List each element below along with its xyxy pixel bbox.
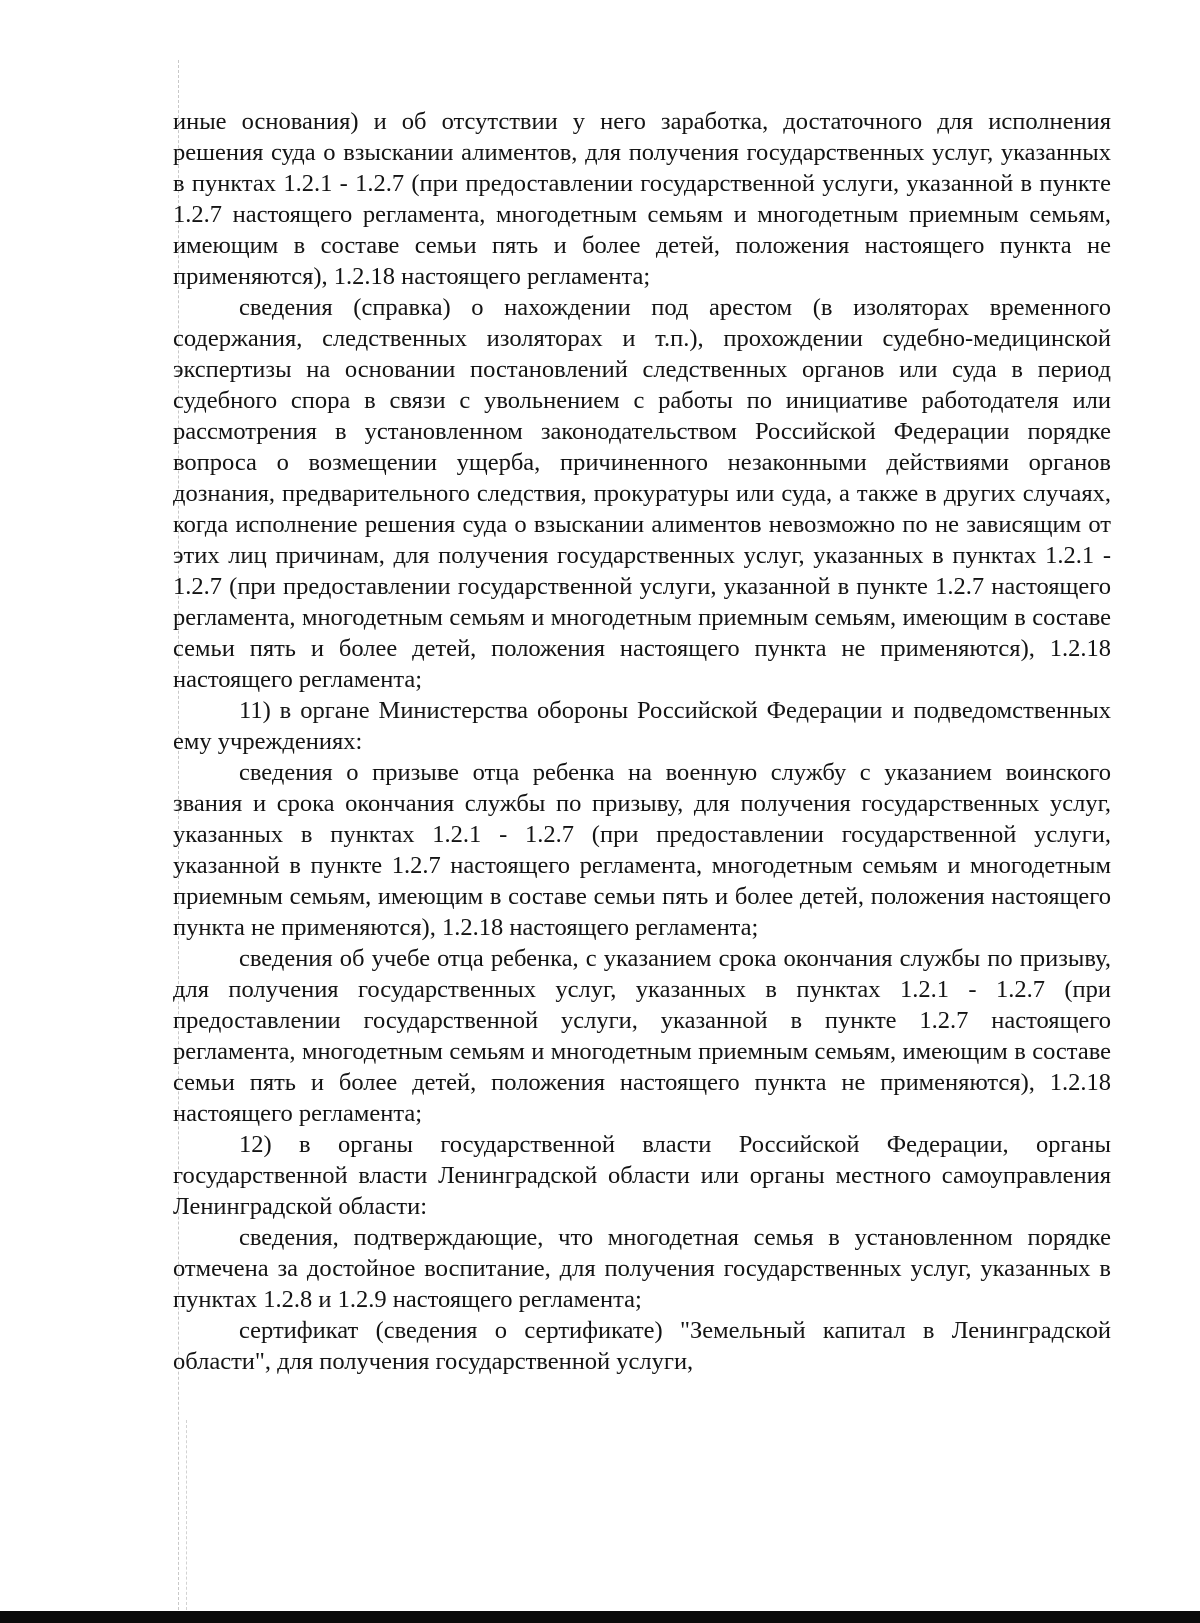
scan-artifact-line-lower [186, 1420, 187, 1610]
paragraph-item-12: 12) в органы государственной власти Российской Федерации, органы государственной власти Ленинградской области или органы местного самоуправления Ленинградской области: [173, 1131, 1111, 1220]
paragraph-military-draft: сведения о призыве отца ребенка на военную службу с указанием воинского звания и срока окончания службы по призыву, для получения государственных услуг, указанных в пунктах 1.2.1 - 1.2.7 (при предоставлении государственной услуги, указанной в пункте 1.2.7 настоящего регламента, многодетным семьям и многодетным приемным семьям, имеющим в составе семьи пять и более детей, положения настоящего пункта не применяются), 1.2.18 настоящего регламента; [173, 759, 1111, 941]
paragraph-arrest-info: сведения (справка) о нахождении под арестом (в изоляторах временного содержания, следственных изоляторах и т.п.), прохождении судебно-медицинской экспертизы на основании постановлений следственных органов или суда в период судебного спора в связи с увольнением с работы по инициативе работодателя или рассмотрения в установленном законодательством Российской Федерации порядке вопроса о возмещении ущерба, причиненного незаконными действиями органов дознания, предварительного следствия, прокуратуры или суда, а также в других случаях, когда исполнение решения суда о взыскании алиментов невозможно по не зависящим от этих лиц причинам, для получения государственных услуг, указанных в пунктах 1.2.1 - 1.2.7 (при предоставлении государственной услуги, указанной в пункте 1.2.7 настоящего регламента, многодетным семьям и многодетным приемным семьям, имеющим в составе семьи пять и более детей, положения настоящего пункта не применяются), 1.2.18 настоящего регламента; [173, 294, 1111, 693]
paragraph-military-study: сведения об учебе отца ребенка, с указанием срока окончания службы по призыву, для получения государственных услуг, указанных в пунктах 1.2.1 - 1.2.7 (при предоставлении государственной услуги, указанной в пункте 1.2.7 настоящего регламента, многодетным семьям и многодетным приемным семьям, имеющим в составе семьи пять и более детей, положения настоящего пункта не применяются), 1.2.18 настоящего регламента; [173, 945, 1111, 1127]
scan-bottom-edge [0, 1611, 1200, 1623]
paragraph-land-capital: сертификат (сведения о сертификате) "Земельный капитал в Ленинградской области", для получения государственной услуги, [173, 1317, 1111, 1375]
paragraph-continuation: иные основания) и об отсутствии у него заработка, достаточного для исполнения решения суда о взыскании алиментов, для получения государственных услуг, указанных в пунктах 1.2.1 - 1.2.7 (при предоставлении государственной услуги, указанной в пункте 1.2.7 настоящего регламента, многодетным семьям и многодетным приемным семьям, имеющим в составе семьи пять и более детей, положения настоящего пункта не применяются), 1.2.18 настоящего регламента; [173, 108, 1111, 290]
document-body [173, 106, 1111, 1377]
paragraph-item-11: 11) в органе Министерства обороны Российской Федерации и подведомственных ему учреждениях: [173, 697, 1111, 755]
paragraph-large-family: сведения, подтверждающие, что многодетная семья в установленном порядке отмечена за достойное воспитание, для получения государственных услуг, указанных в пунктах 1.2.8 и 1.2.9 настоящего регламента; [173, 1224, 1111, 1313]
